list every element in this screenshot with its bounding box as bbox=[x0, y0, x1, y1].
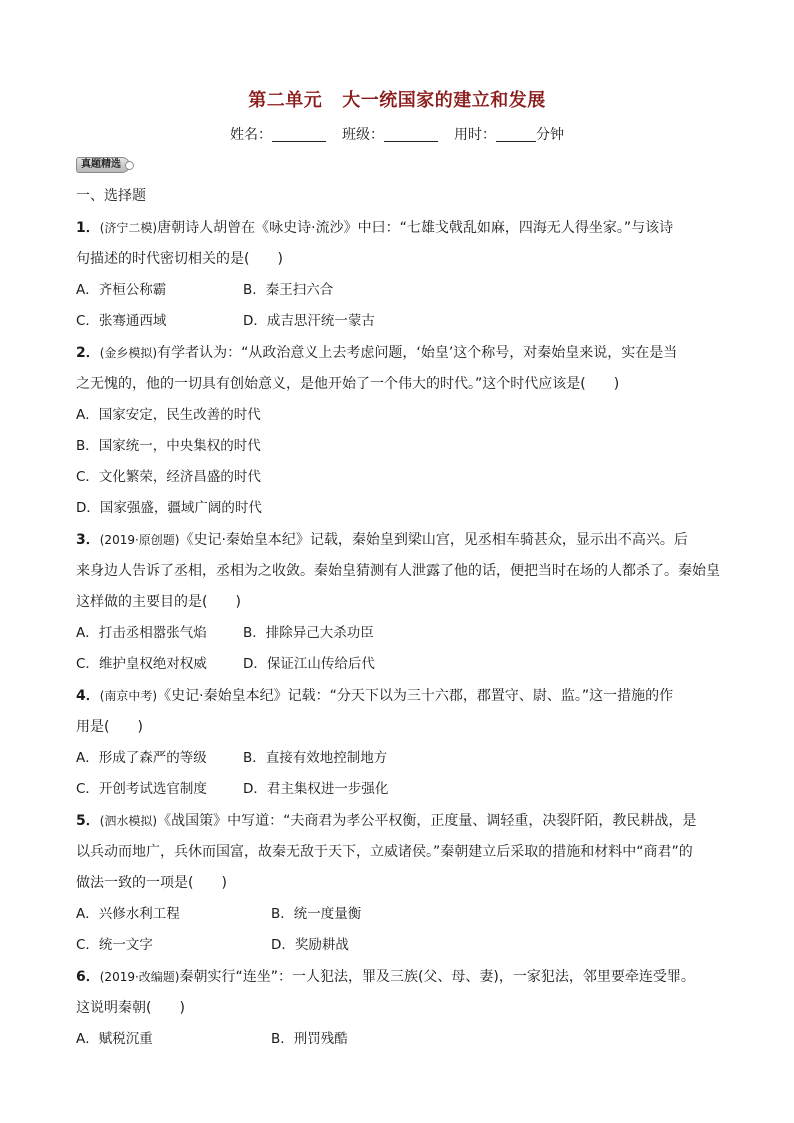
question-2-number: 2． bbox=[76, 345, 100, 361]
page-title bbox=[0, 86, 794, 112]
question-6-number: 6． bbox=[76, 969, 100, 985]
question-5-line-3: 做法一致的一项是( ) bbox=[76, 875, 227, 891]
time-unit: 分钟 bbox=[536, 127, 564, 143]
question-3-line-2: 来身边人告诉了丞相，丞相为之收敛。秦始皇猜测有人泄露了他的话，便把当时在场的人都杀了。秦始皇 bbox=[76, 563, 720, 579]
question-3-option-c: C．维护皇权绝对权威 bbox=[76, 656, 207, 672]
question-6-option-a: A．赋税沉重 bbox=[76, 1031, 153, 1047]
question-1-line-1: 1．(济宁二模)唐朝诗人胡曾在《咏史诗·流沙》中曰：“七雄戈戟乱如麻，四海无人得坐家。”与该诗 bbox=[76, 220, 674, 236]
question-2-source: (金乡模拟) bbox=[99, 346, 158, 360]
question-4-line-2: 用是( ) bbox=[76, 719, 143, 735]
question-4-number: 4． bbox=[76, 688, 100, 704]
class-label: 班级： bbox=[342, 127, 384, 143]
question-2-option-d: D．国家强盛，疆域广阔的时代 bbox=[76, 500, 262, 516]
time-label: 用时： bbox=[454, 127, 496, 143]
question-4-option-b: B．直接有效地控制地方 bbox=[243, 750, 388, 766]
question-2-option-a: A．国家安定，民生改善的时代 bbox=[76, 407, 261, 423]
question-3-line-1: 3．(2019·原创题)《史记·秦始皇本纪》记载，秦始皇到梁山宫，见丞相车骑甚众，显示出不高兴。后 bbox=[76, 532, 688, 548]
question-4-source: (南京中考) bbox=[99, 689, 158, 703]
time-blank bbox=[496, 127, 536, 142]
unit-label: 第二单元 bbox=[248, 90, 323, 111]
question-5-option-a: A．兴修水利工程 bbox=[76, 906, 180, 922]
question-2-option-c: C．文化繁荣，经济昌盛的时代 bbox=[76, 469, 261, 485]
question-1-option-a: A．齐桓公称霸 bbox=[76, 282, 167, 298]
question-3-option-a: A．打击丞相嚣张气焰 bbox=[76, 625, 207, 641]
student-info-row bbox=[0, 124, 794, 144]
question-3-source: (2019·原创题) bbox=[99, 533, 180, 547]
question-5-line-1: 5．(泗水模拟)《战国策》中写道：“夫商君为孝公平权衡，正度量、调轻重，决裂阡陌，教民耕战，是 bbox=[76, 813, 697, 829]
question-4-line-1: 4．(南京中考)《史记·秦始皇本纪》记载：“分天下以为三十六郡，郡置守、尉、监。”这一措施的作 bbox=[76, 688, 674, 704]
question-3-option-d: D．保证江山传给后代 bbox=[243, 656, 375, 672]
question-6-source: (2019·改编题) bbox=[99, 970, 180, 984]
question-1-option-b: B．秦王扫六合 bbox=[243, 282, 334, 298]
question-5-option-c: C．统一文字 bbox=[76, 937, 153, 953]
question-3-number: 3． bbox=[76, 532, 100, 548]
question-6-line-2: 这说明秦朝( ) bbox=[76, 1000, 185, 1016]
question-5-source: (泗水模拟) bbox=[99, 814, 158, 828]
name-blank bbox=[272, 127, 326, 142]
question-1-line-2: 句描述的时代密切相关的是( ) bbox=[76, 251, 283, 267]
unit-title: 大一统国家的建立和发展 bbox=[342, 90, 546, 111]
question-1-source: (济宁二模) bbox=[99, 221, 158, 235]
name-label: 姓名： bbox=[230, 127, 272, 143]
question-5-number: 5． bbox=[76, 813, 100, 829]
question-1-option-c: C．张骞通西域 bbox=[76, 313, 167, 329]
question-1-option-d: D．成吉思汗统一蒙古 bbox=[243, 313, 375, 329]
question-4-option-a: A．形成了森严的等级 bbox=[76, 750, 207, 766]
question-4-option-c: C．开创考试选官制度 bbox=[76, 781, 207, 797]
question-3-option-b: B．排除异己大杀功臣 bbox=[243, 625, 374, 641]
section-heading: 一、选择题 bbox=[76, 188, 146, 204]
question-4-option-d: D．君主集权进一步强化 bbox=[243, 781, 389, 797]
question-5-option-b: B．统一度量衡 bbox=[271, 906, 362, 922]
question-5-line-2: 以兵动而地广，兵休而国富，故秦无敌于天下，立威诸侯。”秦朝建立后采取的措施和材料中“商君”的 bbox=[76, 844, 693, 860]
question-2-option-b: B．国家统一，中央集权的时代 bbox=[76, 438, 261, 454]
question-2-line-1: 2．(金乡模拟)有学者认为：“从政治意义上去考虑问题，‘始皇’这个称号，对秦始皇来说，实在是当 bbox=[76, 345, 678, 361]
question-6-option-b: B．刑罚残酷 bbox=[271, 1031, 348, 1047]
question-3-line-3: 这样做的主要目的是( ) bbox=[76, 594, 241, 610]
class-blank bbox=[384, 127, 438, 142]
section-tag: 真题精选 bbox=[76, 157, 130, 173]
question-5-option-d: D．奖励耕战 bbox=[271, 937, 349, 953]
question-6-line-1: 6．(2019·改编题)秦朝实行“连坐”：一人犯法，罪及三族(父、母、妻)，一家犯法，邻里要牵连受罪。 bbox=[76, 969, 695, 985]
question-2-line-2: 之无愧的，他的一切具有创始意义，是他开始了一个伟大的时代。”这个时代应该是( ) bbox=[76, 376, 620, 392]
question-1-number: 1． bbox=[76, 220, 100, 236]
